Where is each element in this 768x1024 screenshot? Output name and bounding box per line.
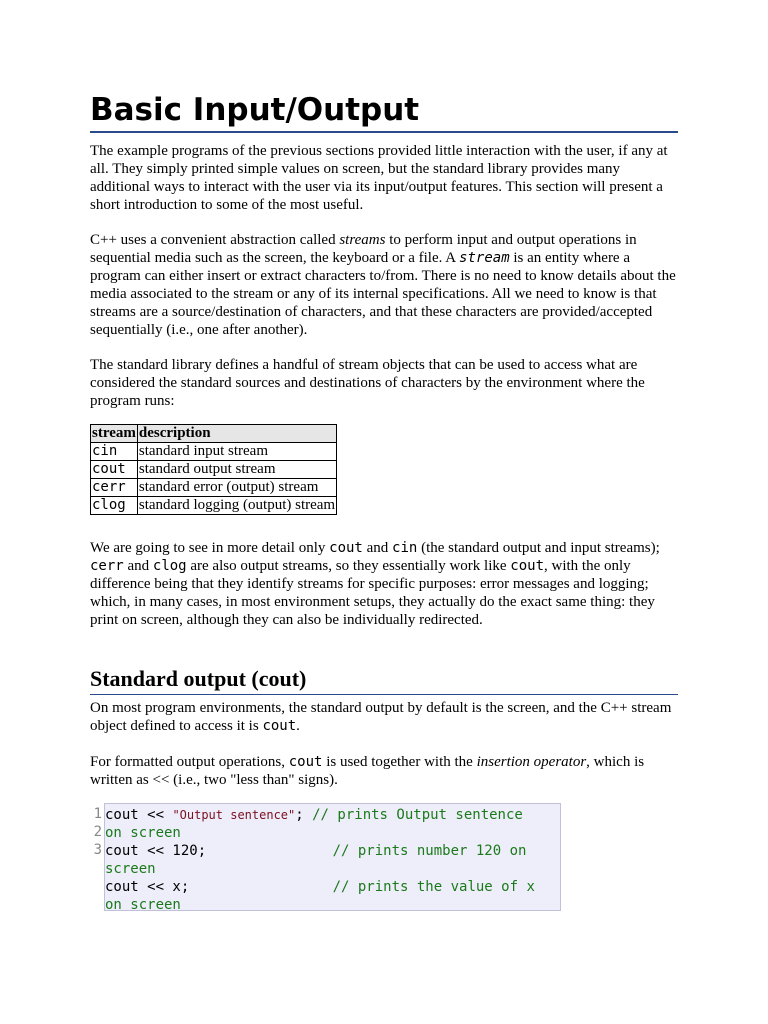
- library-paragraph: The standard library defines a handful of stream objects that can be used to access what are considered the standard sources and destinations of characters by the environment where the program runs:: [90, 357, 645, 409]
- intro-paragraph: The example programs of the previous sections provided little interaction with the user, if any at all. They simply printed simple values on screen, but the standard library provides many additional ways to interact with the user via its input/output features. This section will present a short introduction to some of the most useful.: [90, 143, 668, 213]
- code-block: [104, 803, 561, 911]
- detail-paragraph: We are going to see in more detail only cout and cin (the standard output and input streams); cerr and clog are also output streams, so they essentially work like cout, with the only difference being that they identify streams for specific purposes: error messages and logging; which, in many cases, in most environment setups, they actually do the exact same thing: they print on screen, although they can also be individually redirected.: [90, 540, 660, 628]
- stream-description-cell: standard input stream: [137, 443, 336, 461]
- stream-term: stream: [459, 250, 510, 266]
- stream-description-cell: standard output stream: [137, 461, 336, 479]
- code-line: on screen: [105, 897, 181, 913]
- stdout-paragraph: On most program environments, the standard output by default is the screen, and the C++ stream object defined to access it is cout.: [90, 700, 672, 734]
- code-line: cout << 120; // prints number 120 on: [105, 843, 527, 859]
- table-header-stream: stream: [92, 425, 136, 441]
- line-number: 2: [93, 824, 102, 840]
- insertion-operator-term: insertion operator: [476, 754, 587, 770]
- table-header-description: description: [137, 425, 336, 443]
- code-line: cout << x; // prints the value of x: [105, 879, 535, 895]
- page-title: Basic Input/Output: [90, 90, 678, 133]
- table-row: [91, 479, 337, 497]
- stream-name-cell: cerr: [91, 479, 138, 497]
- line-numbers: [90, 805, 102, 859]
- code-line: cout << "Output sentence"; // prints Output sentence: [105, 807, 523, 823]
- stream-name-cell: cout: [91, 461, 138, 479]
- line-number: 3: [93, 842, 102, 858]
- line-number: 1: [93, 806, 102, 822]
- stream-description-cell: standard logging (output) stream: [138, 497, 336, 513]
- stream-objects-table: [90, 424, 337, 515]
- insertion-paragraph: For formatted output operations, cout is used together with the insertion operator, which is written as << (i.e., two "less than" signs).: [90, 754, 645, 788]
- streams-term: streams: [339, 232, 386, 248]
- table-header-row: [91, 425, 337, 443]
- code-line: screen: [105, 861, 156, 877]
- code-line: on screen: [105, 825, 181, 841]
- streams-paragraph: C++ uses a convenient abstraction called streams to perform input and output operations in sequential media such as the screen, the keyboard or a file. A stream is an entity where a program can either insert or extract characters to/from. There is no need to know details about the media associated to the stream or any of its internal specifications. All we need to know is that streams are a source/destination of characters, and that these characters are provided/accepted sequentially (i.e., one after another).: [90, 232, 676, 338]
- stream-name-cell: cin: [91, 443, 138, 461]
- stream-description-cell: standard error (output) stream: [137, 479, 336, 497]
- stream-name-cell: clog: [91, 497, 138, 515]
- section-heading: Standard output (cout): [90, 665, 678, 695]
- table-row: [91, 461, 337, 479]
- table-row: [91, 443, 337, 461]
- table-row: [91, 497, 337, 515]
